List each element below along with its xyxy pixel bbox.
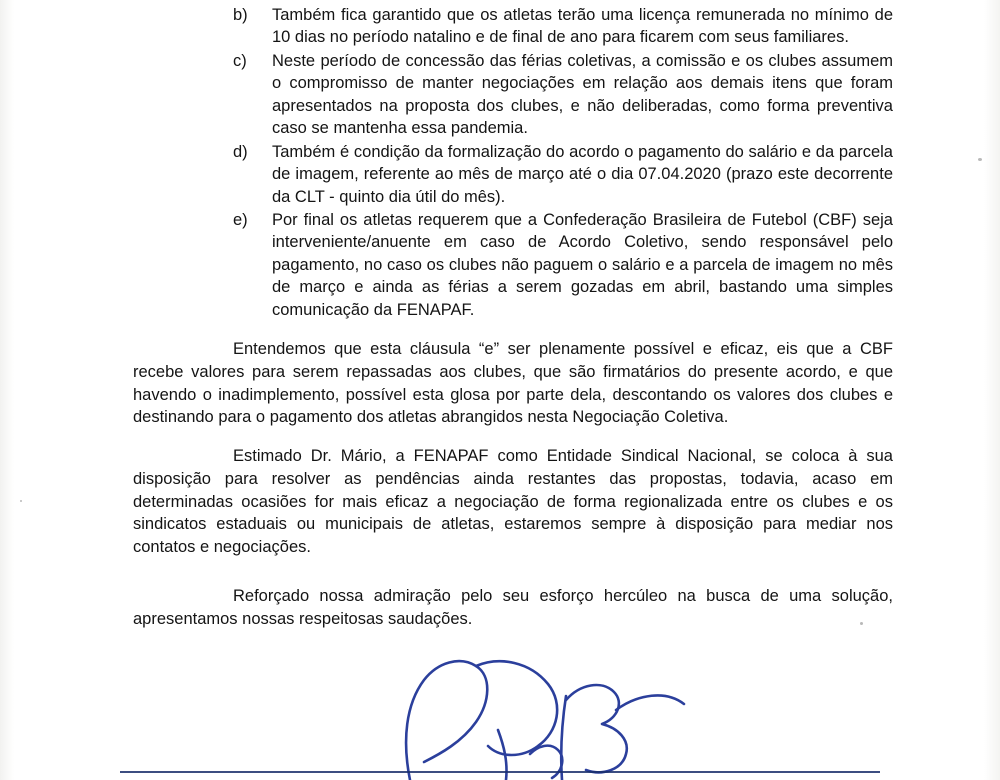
list-item-marker: d) — [233, 142, 248, 161]
lettered-list — [133, 4, 893, 321]
footer-divider — [120, 771, 880, 773]
paragraph-fenapaf-disposition: Estimado Dr. Mário, a FENAPAF como Entidade Sindical Nacional, se coloca à sua disposição para resolver as pendências ainda restantes das propostas, todavia, acaso em determinadas ocasiões for mais eficaz a negociação de forma regionalizada entre os clubes e os sindicatos estaduais ou municipais de atletas, estaremos sempre à disposição para mediar nos contatos e negociações. — [133, 447, 893, 557]
list-item — [133, 4, 893, 49]
list-item-text: Também é condição da formalização do acordo o pagamento do salário e da parcela de imagem, referente ao mês de março até o dia 07.04.2020 (prazo este decorrente da CLT - quinto dia útil do mês). — [272, 142, 893, 206]
list-item — [133, 209, 893, 321]
list-item — [133, 50, 893, 140]
page-right-edge — [984, 0, 1000, 780]
spacer — [133, 559, 893, 585]
spacer — [133, 429, 893, 445]
spacer — [133, 322, 893, 338]
list-item — [133, 141, 893, 208]
list-item-text: Por final os atletas requerem que a Confederação Brasileira de Futebol (CBF) seja interveniente/anuente em caso de Acordo Coletivo, sendo responsável pelo pagamento, no caso os clubes não paguem o salário e a parcela de imagem no mês de março e ainda as férias a serem gozadas em abril, bastando uma simples comunicação da FENAPAF. — [272, 210, 893, 319]
list-item-text: Neste período de concessão das férias coletivas, a comissão e os clubes assumem o compromisso de manter negociações em relação aos demais itens que foram apresentados na proposta dos clubes, e não deliberadas, como forma preventiva caso se mantenha essa pandemia. — [272, 51, 893, 138]
handwritten-signature — [380, 650, 710, 780]
page-left-edge — [0, 0, 14, 780]
scan-speck — [20, 500, 22, 502]
scan-speck — [978, 158, 982, 161]
document-body — [133, 4, 893, 631]
list-item-marker: e) — [233, 210, 248, 229]
list-item-marker: b) — [233, 6, 248, 24]
list-item-marker: c) — [233, 51, 247, 70]
list-item-text: Também fica garantido que os atletas terão uma licença remunerada no mínimo de 10 dias no período natalino e de final de ano para ficarem com seus familiares. — [272, 6, 893, 47]
paragraph-closing: Reforçado nossa admiração pelo seu esforço hercúleo na busca de uma solução, apresentamos nossas respeitosas saudações. — [133, 587, 893, 628]
paragraph-cbf-clause: Entendemos que esta cláusula “e” ser plenamente possível e eficaz, eis que a CBF recebe valores para serem repassadas aos clubes, que são firmatários do presente acordo, e que havendo o inadimplemento, possível esta glosa por parte dela, descontando os valores dos clubes e destinando para o pagamento dos atletas abrangidos nesta Negociação Coletiva. — [133, 340, 893, 427]
